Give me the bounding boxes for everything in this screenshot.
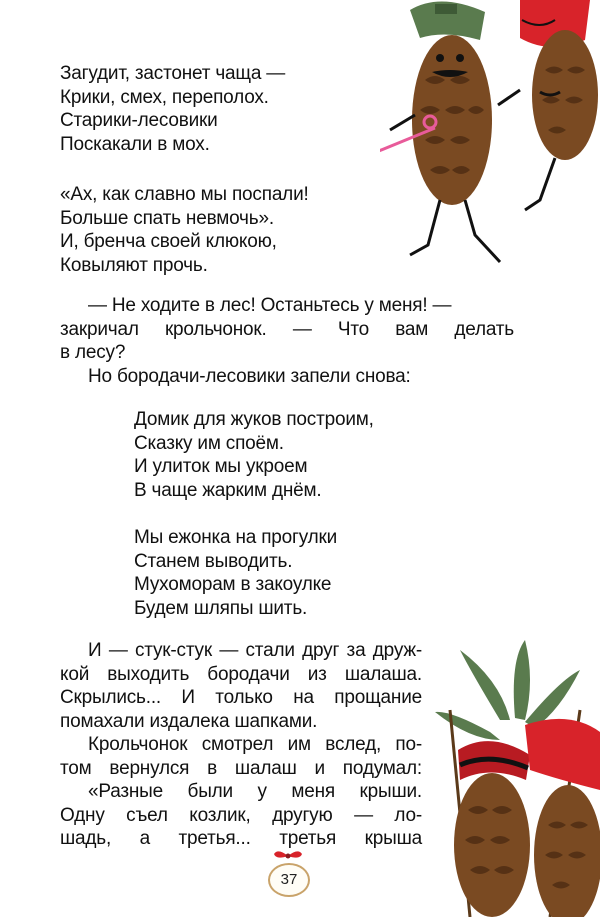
- verse-line: Старики-лесовики: [60, 110, 218, 131]
- prose-line: «Разные были у меня крыши.: [88, 781, 422, 802]
- prose-paragraph-2: [60, 639, 422, 851]
- prose-line: том вернулся в шалаш и подумал:: [60, 757, 422, 779]
- verse-line: Поскакали в мох.: [60, 133, 210, 155]
- bow-ornament-icon: [270, 848, 306, 864]
- stanza-4: [134, 526, 594, 620]
- verse-line: Ковыляют прочь.: [60, 254, 208, 276]
- verse-line: «Ах, как славно мы поспали!: [60, 184, 309, 205]
- verse-line: Мы ежонка на прогулки: [134, 527, 338, 548]
- stanza-3: [134, 408, 594, 502]
- stanza-2: [60, 183, 520, 277]
- prose-line: закричал крольчонок. — Что вам делать: [60, 318, 514, 340]
- prose-line: — Не ходите в лес! Останьтесь у меня! —: [88, 295, 452, 316]
- page-number: 37: [268, 863, 310, 897]
- verse-line: Загудит, застонет чаща —: [60, 63, 286, 84]
- prose-line: помахали издалека шапками.: [60, 710, 318, 732]
- prose-line: Крольчонок смотрел им вслед, по-: [88, 734, 422, 755]
- verse-line: И, бренча своей клюкою,: [60, 231, 277, 252]
- prose-line: в лесу?: [60, 342, 126, 363]
- prose-paragraph-1: [60, 294, 514, 388]
- verse-line: Мухоморам в закоулке: [134, 574, 332, 595]
- verse-line: И улиток мы укроем: [134, 456, 308, 477]
- verse-line: Больше спать невмочь».: [60, 207, 274, 229]
- prose-line: И — стук-стук — стали друг за друж-: [88, 640, 422, 661]
- verse-line: Станем выводить.: [134, 550, 293, 572]
- verse-line: Будем шляпы шить.: [134, 597, 308, 619]
- prose-line: Одну съел козлик, другую — ло-: [60, 804, 422, 826]
- prose-line: Но бородачи-лесовики запели снова:: [88, 365, 411, 387]
- verse-line: Домик для жуков построим,: [134, 409, 374, 430]
- prose-line: кой выходить бородачи из шалаша.: [60, 663, 422, 685]
- stanza-1: [60, 62, 520, 156]
- verse-line: Сказку им споём.: [134, 432, 284, 454]
- verse-line: Крики, смех, переполох.: [60, 86, 269, 108]
- prose-line: шадь, а третья... третья крыша: [60, 828, 422, 849]
- pinecone-elders-walking-icon: [430, 640, 600, 917]
- prose-line: Скрылись... И только на прощание: [60, 687, 422, 708]
- verse-line: В чаще жарким днём.: [134, 479, 322, 501]
